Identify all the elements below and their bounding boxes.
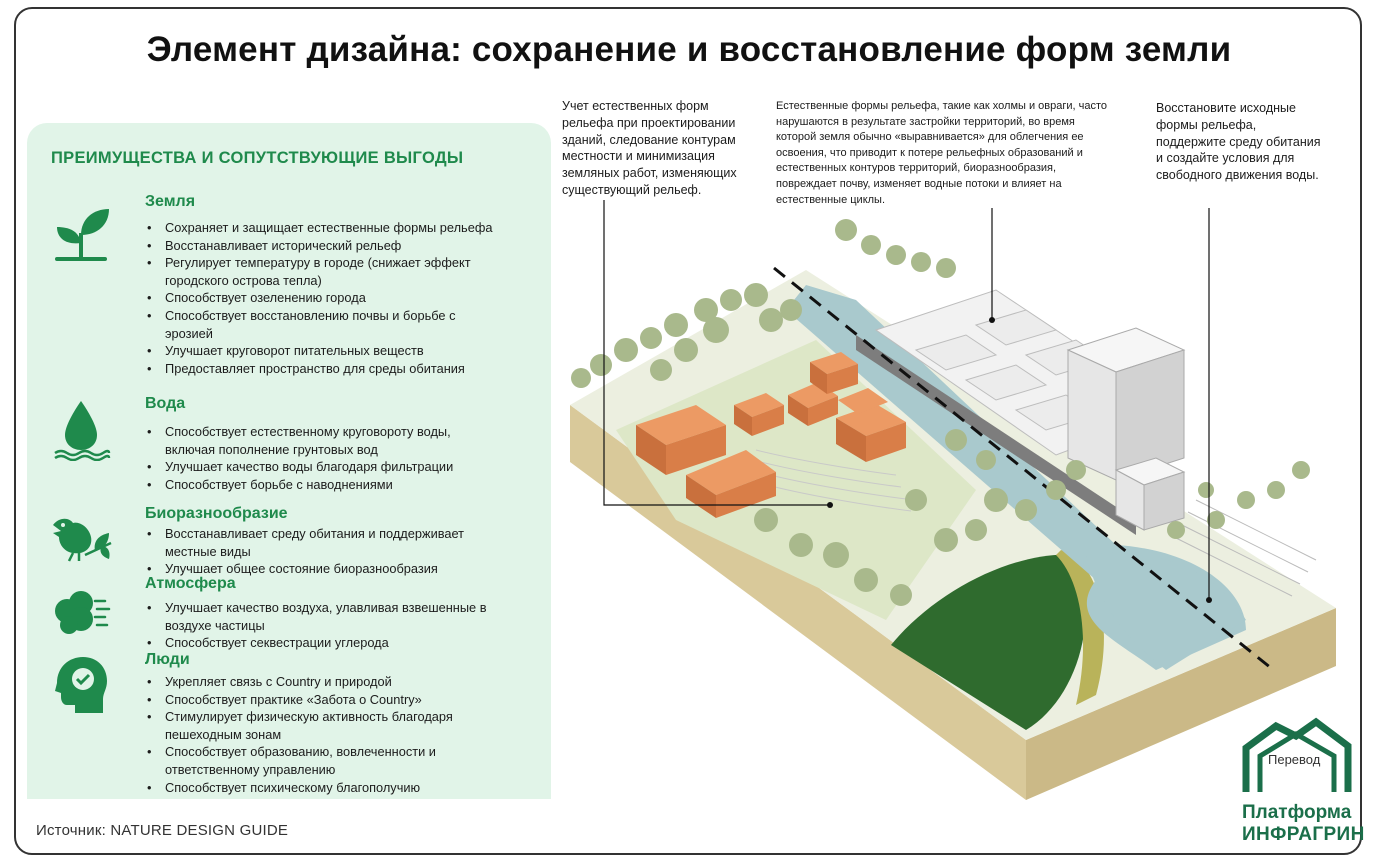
list-item: • Укрепляет связь с Country и природой <box>145 673 541 691</box>
sprout-icon <box>49 199 113 263</box>
source-caption: Источник: NATURE DESIGN GUIDE <box>36 822 289 839</box>
leader-dot <box>989 317 995 323</box>
list-atmosphere <box>145 599 541 652</box>
annotation-line: Учет естественных форм <box>562 99 709 113</box>
page-title: Элемент дизайна: сохранение и восстановление форм земли <box>146 30 1232 69</box>
annotation-line: формы рельефа, <box>1156 117 1257 132</box>
landscape-diagram <box>556 200 1356 800</box>
list-item-continued: включая пополнение грунтовых вод <box>165 441 378 457</box>
list-biodiversity <box>145 525 541 578</box>
water-drop-icon <box>49 397 113 461</box>
section-title-atmosphere: Атмосфера <box>145 575 236 592</box>
annotation-line: поддержите среду обитания <box>1156 134 1321 149</box>
annotation-right <box>1156 100 1356 184</box>
list-item-continued: ответственному управлению <box>165 761 336 777</box>
annotation-line: которой земля обычно «выравнивается» для облегчения ее <box>776 131 1084 144</box>
section-title-water: Вода <box>145 395 186 412</box>
annotation-line: зданий, следование контурам <box>562 132 736 147</box>
list-item: • Способствует практике «Забота о Country» <box>145 691 541 709</box>
list-item-continued: эрозией <box>165 325 213 341</box>
list-item: • Сохраняет и защищает естественные формы рельефа <box>145 219 541 237</box>
section-title-people: Люди <box>145 651 190 668</box>
list-item: • Улучшает круговорот питательных веществ <box>145 342 541 360</box>
list-water <box>145 423 541 493</box>
annotation-line: естественные циклы. <box>776 193 886 206</box>
annotation-line: местности и минимизация <box>562 149 715 164</box>
list-land <box>145 219 541 377</box>
annotation-line: Естественные формы рельефа, такие как холмы и овраги, часто <box>776 100 1108 112</box>
annotation-line: Восстановите исходные <box>1156 101 1296 115</box>
list-item: • Регулирует температуру в городе (снижает эффект <box>145 254 541 272</box>
list-item: • Улучшает общее состояние биоразнообразия <box>145 560 541 578</box>
list-item: • Предоставляет пространство для среды обитания <box>145 360 541 378</box>
annotation-middle <box>776 99 1146 208</box>
list-item: • Способствует восстановлению почвы и борьбе с <box>145 307 541 325</box>
logo-line-2: ИНФРАГРИН <box>1242 824 1365 845</box>
list-item: • Стимулирует физическую активность благодаря <box>145 708 541 726</box>
annotation-line: нарушаются в результате застройки территорий, во время <box>776 115 1075 128</box>
list-item: • Восстанавливает исторический рельеф <box>145 237 541 255</box>
list-item: • Способствует образованию, вовлеченности и <box>145 743 541 761</box>
list-item-continued: воздухе частицы <box>165 617 265 633</box>
annotation-left <box>562 98 762 199</box>
annotation-line: земляных работ, изменяющих <box>562 166 737 181</box>
list-item: • Способствует озеленению города <box>145 289 541 307</box>
annotation-line: повреждает почву, изменяет водные потоки и влияет на <box>776 177 1062 190</box>
list-item-continued: местные виды <box>165 543 251 559</box>
bird-icon <box>49 503 113 567</box>
section-title-land: Земля <box>145 193 196 210</box>
list-item: • Восстанавливает среду обитания и поддерживает <box>145 525 541 543</box>
list-item-continued: городского острова тепла) <box>165 272 322 288</box>
section-title-biodiversity: Биоразнообразие <box>145 505 288 522</box>
air-cloud-icon <box>49 581 113 645</box>
list-item: • Улучшает качество воды благодаря фильтрации <box>145 458 541 476</box>
list-item: • Способствует секвестрации углерода <box>145 634 541 652</box>
benefits-panel <box>27 123 551 799</box>
annotation-line: освоения, что приводит к потере рельефных образований и <box>776 146 1083 159</box>
annotation-line: существующий рельеф. <box>562 182 702 197</box>
list-people <box>145 673 541 796</box>
list-item: • Улучшает качество воздуха, улавливая взвешенные в <box>145 599 541 617</box>
annotation-line: и создайте условия для <box>1156 151 1295 166</box>
list-item-continued: пешеходным зонам <box>165 726 282 742</box>
logo-line-1: Платформа <box>1242 802 1352 823</box>
leader-dot <box>827 502 833 508</box>
annotation-line: свободного движения воды. <box>1156 168 1319 183</box>
list-item: • Способствует психическому благополучию <box>145 779 541 797</box>
annotation-line: естественных контуров территорий, биоразнообразия, <box>776 162 1057 175</box>
list-item: • Способствует естественному круговороту воды, <box>145 423 541 441</box>
logo-subtitle: Перевод <box>1268 752 1321 767</box>
list-item: • Способствует борьбе с наводнениями <box>145 476 541 494</box>
person-head-check-icon <box>49 653 113 717</box>
benefits-heading: ПРЕИМУЩЕСТВА И СОПУТСТВУЮЩИЕ ВЫГОДЫ <box>51 149 464 167</box>
leader-dot <box>1206 597 1212 603</box>
annotation-line: рельефа при проектировании <box>562 115 736 130</box>
